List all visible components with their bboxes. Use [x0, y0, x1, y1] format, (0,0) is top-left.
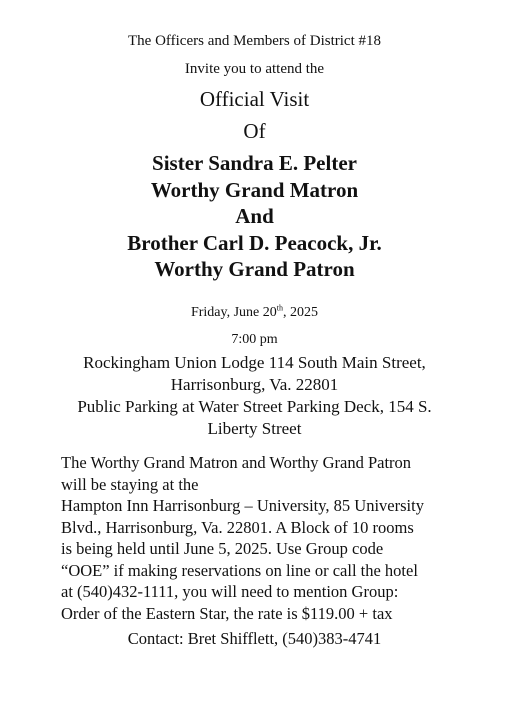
honoree-line: Brother Carl D. Peacock, Jr. — [127, 230, 382, 255]
venue-line: Public Parking at Water Street Parking Deck, 154 S. — [77, 397, 432, 416]
event-date — [0, 305, 509, 321]
date-year: , 2025 — [283, 305, 319, 320]
venue-line: Rockingham Union Lodge 114 South Main Street, — [83, 353, 426, 372]
honoree-line: Worthy Grand Matron — [150, 177, 359, 202]
event-time: 7:00 pm — [231, 332, 278, 347]
hotel-paragraph: The Worthy Grand Matron and Worthy Grand Patron will be staying at the Hampton Inn Harrisonburg – University, 85 University Blvd., Harrisonburg, Va. 22801. A Block of 10 rooms is being held until June 5, 2025. Use Group code “OOE” if making reservations on line or call the hotel at (540)432-1111, you will need to mention Group: Order of the Eastern Star, the rate is $119.00 + tax — [61, 453, 424, 623]
event-title: Official Visit — [199, 87, 310, 111]
invite-line: Invite you to attend the — [184, 61, 325, 77]
date-prefix: Friday, June 20 — [190, 305, 277, 320]
honorees-block — [0, 150, 509, 283]
contact-line: Contact: Bret Shifflett, (540)383-4741 — [127, 629, 382, 648]
venue-block — [0, 352, 509, 440]
venue-line: Liberty Street — [207, 419, 302, 438]
honoree-line: Sister Sandra E. Pelter — [152, 151, 357, 175]
venue-line: Harrisonburg, Va. 22801 — [170, 375, 339, 394]
honoree-line: Worthy Grand Patron — [154, 257, 355, 281]
honoree-line: And — [235, 204, 274, 228]
host-line: The Officers and Members of District #18 — [128, 33, 381, 49]
of-line: Of — [243, 119, 266, 143]
date-ordinal: th — [276, 303, 284, 313]
